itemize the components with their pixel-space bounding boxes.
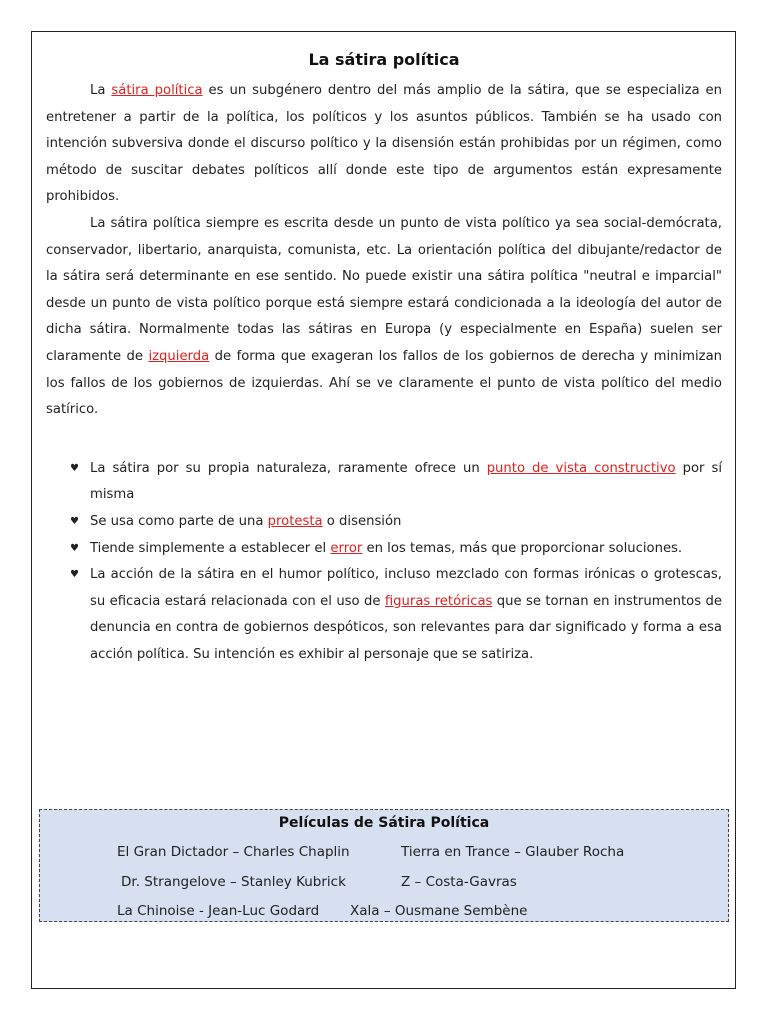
films-box-title: Películas de Sátira Política: [278, 815, 490, 831]
film-entry: Dr. Strangelove – Stanley Kubrick: [121, 874, 346, 890]
link-satira-politica[interactable]: sátira política: [111, 83, 203, 98]
article: [46, 48, 722, 668]
link-protesta[interactable]: protesta: [267, 513, 323, 529]
bullet-text-pre: La acción de la sátira en el humor político, incluso mezclado con formas irónicas o grotescas, su eficacia estará relacionada con el uso de: [90, 567, 722, 609]
list-item: [70, 562, 722, 668]
film-entry: La Chinoise - Jean-Luc Godard: [117, 903, 320, 919]
bullet-text-pre: Se usa como parte de una: [90, 513, 268, 529]
bullet-text-post: que se tornan en instrumentos de denuncia en contra de gobiernos despóticos, son relevantes para dar significado y forma a esa acción política. Su intención es exhibir al personaje que se satiriza.: [90, 593, 722, 662]
film-entry: Tierra en Trance – Glauber Rocha: [401, 844, 625, 860]
page-title: La sátira política: [308, 50, 460, 69]
p1-text-post: es un subgénero dentro del más amplio de la sátira, que se especializa en entretener a partir de la política, los políticos y los asuntos públicos. También se ha usado con intención subversiva donde el discurso político y la disensión están prohibidas por un régimen, como método de suscitar debates políticos allí donde este tipo de argumentos están expresamente prohibidos.: [46, 83, 723, 205]
bullet-text-pre: Tiende simplemente a establecer el: [90, 540, 331, 556]
p2-text-pre: La sátira política siempre es escrita desde un punto de vista político ya sea social-demócrata, conservador, libertario, anarquista, comunista, etc. La orientación política del dibujante/redactor de la sátira será determinante en ese sentido. No puede existir una sátira política "neutral e imparcial" desde un punto de vista político porque está siempre estará condicionada a la ideología del autor de dicha sátira. Normalmente todas las sátiras en Europa (y especialmente en España) suelen ser claramente de: [46, 215, 722, 364]
bullet-list: [46, 456, 722, 669]
list-item: [70, 509, 722, 536]
film-entry: El Gran Dictador – Charles Chaplin: [117, 844, 350, 860]
link-error[interactable]: error: [330, 540, 363, 556]
link-punto-de-vista-constructivo[interactable]: punto de vista constructivo: [486, 460, 676, 476]
list-item: [70, 456, 722, 509]
list-item: [70, 536, 722, 563]
heart-bullet-icon: ♥: [70, 569, 79, 581]
paragraph-intro: [46, 78, 722, 211]
bullet-text-post: en los temas, más que proporcionar soluciones.: [362, 540, 683, 556]
film-entry: Z – Costa-Gavras: [401, 874, 517, 890]
p2-text-post: de forma que exageran los fallos de los gobiernos de derecha y minimizan los fallos de los gobiernos de izquierdas. Ahí se ve claramente el punto de vista político del medio satírico.: [46, 348, 723, 418]
films-box: [39, 809, 729, 922]
film-entry: Xala – Ousmane Sembène: [350, 903, 528, 919]
heart-bullet-icon: ♥: [70, 542, 79, 554]
heart-bullet-icon: ♥: [70, 462, 79, 474]
heart-bullet-icon: ♥: [70, 515, 79, 527]
paragraph-orientation: [46, 211, 722, 424]
link-izquierda[interactable]: izquierda: [148, 348, 210, 364]
bullet-text-pre: La sátira por su propia naturaleza, raramente ofrece un: [90, 460, 487, 476]
link-figuras-retoricas[interactable]: figuras retóricas: [384, 593, 493, 609]
p1-text-pre: La: [90, 83, 112, 98]
bullet-text-post: por sí misma: [90, 460, 722, 503]
bullet-text-post: o disensión: [322, 513, 402, 529]
